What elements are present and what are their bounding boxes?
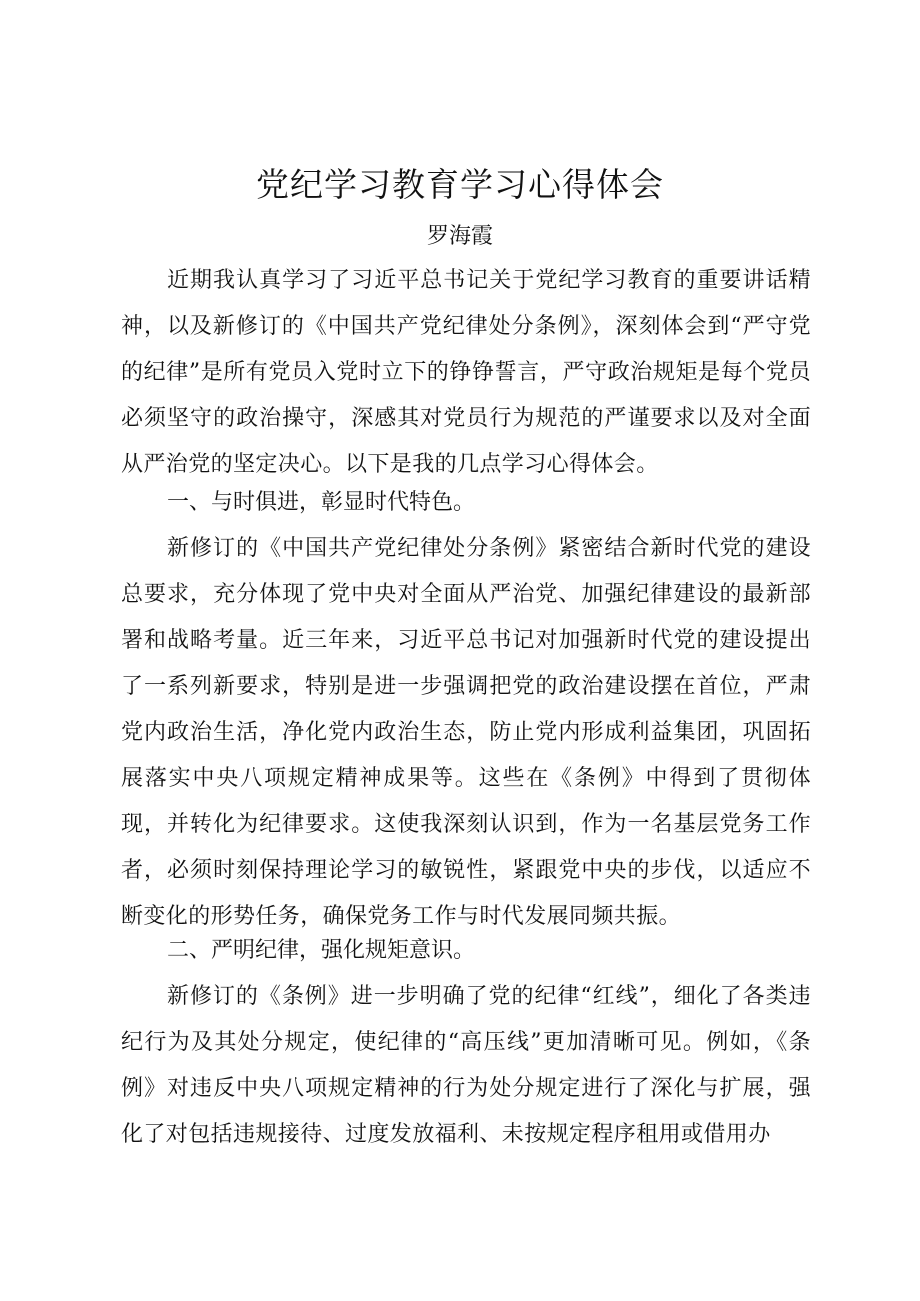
author-name: 罗海霞 xyxy=(426,224,493,249)
section-heading-1: 一、与时俱进，彰显时代特色。 xyxy=(167,490,476,515)
document-title: 党纪学习教育学习心得体会 xyxy=(256,165,664,204)
paragraph-intro: 近期我认真学习了习近平总书记关于党纪学习教育的重要讲话精神，以及新修订的《中国共产党纪律处分条例》，深刻体会到“严守党的纪律”是所有党员入党时立下的铮铮誓言，严守政治规矩是每个党员必须坚守的政治操守，深感其对党员行为规范的严谨要求以及对全面从严治党的坚定决心。以下是我的几点学习心得体会。 xyxy=(121,268,811,477)
section-heading-2: 二、严明纪律，强化规矩意识。 xyxy=(167,938,476,963)
paragraph-section-1: 新修订的《中国共产党纪律处分条例》紧密结合新时代党的建设总要求，充分体现了党中央对全面从严治党、加强纪律建设的最新部署和战略考量。近三年来，习近平总书记对加强新时代党的建设提出了一系列新要求，特别是进一步强调把党的政治建设摆在首位，严肃党内政治生活，净化党内政治生态，防止党内形成利益集团，巩固拓展落实中央八项规定精神成果等。这些在《条例》中得到了贯彻体现，并转化为纪律要求。这使我深刻认识到，作为一名基层党务工作者，必须时刻保持理论学习的敏锐性，紧跟党中央的步伐，以适应不断变化的形势任务，确保党务工作与时代发展同频共振。 xyxy=(121,536,811,929)
paragraph-section-2: 新修订的《条例》进一步明确了党的纪律“红线”，细化了各类违纪行为及其处分规定，使纪律的“高压线”更加清晰可见。例如，《条例》对违反中央八项规定精神的行为处分规定进行了深化与扩展，强化了对包括违规接待、过度发放福利、未按规定程序租用或借用办 xyxy=(121,984,811,1147)
